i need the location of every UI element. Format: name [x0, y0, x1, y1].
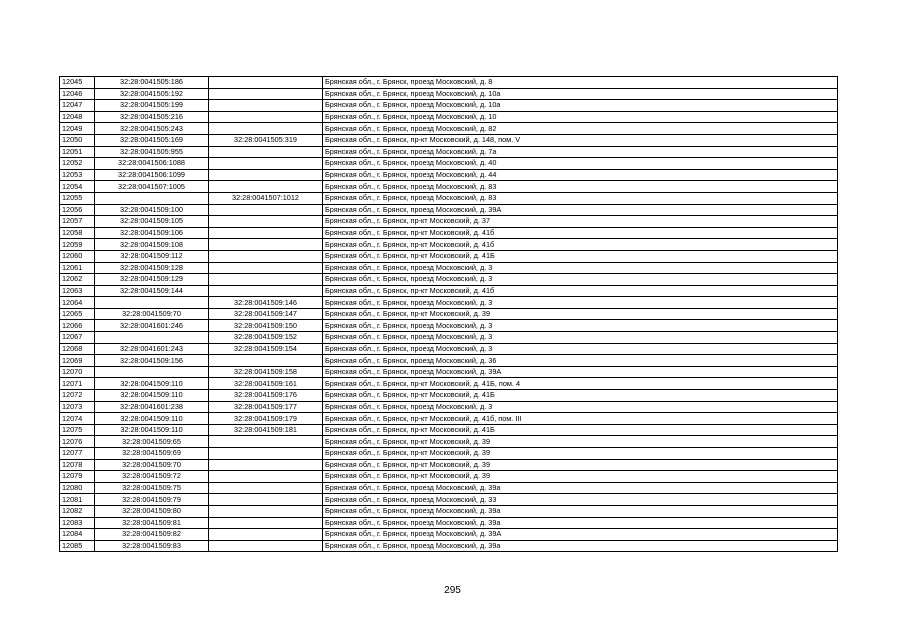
address-cell: Брянская обл., г. Брянск, проезд Московский, д. 83 — [323, 192, 838, 204]
related-cadastral-number-cell — [209, 227, 323, 239]
related-cadastral-number-cell: 32:28:0041509:150 — [209, 320, 323, 332]
table-row — [60, 181, 838, 193]
address-cell: Брянская обл., г. Брянск, проезд Московский, д. 36 — [323, 355, 838, 367]
cadastral-number-cell: 32:28:0041509:156 — [95, 355, 209, 367]
address-cell: Брянская обл., г. Брянск, проезд Московский, д. 39А — [323, 204, 838, 216]
address-cell: Брянская обл., г. Брянск, пр-кт Московский, д. 39 — [323, 459, 838, 471]
cadastral-number-cell: 32:28:0041601:238 — [95, 401, 209, 413]
address-cell: Брянская обл., г. Брянск, пр-кт Московский, д. 41б — [323, 227, 838, 239]
cadastral-number-cell: 32:28:0041509:75 — [95, 482, 209, 494]
table-row — [60, 158, 838, 170]
table-row — [60, 424, 838, 436]
table-row — [60, 297, 838, 309]
cadastral-number-cell: 32:28:0041505:955 — [95, 146, 209, 158]
related-cadastral-number-cell: 32:28:0041509:176 — [209, 390, 323, 402]
address-cell: Брянская обл., г. Брянск, проезд Московский, д. 3 — [323, 262, 838, 274]
cadastral-number-cell: 32:28:0041509:83 — [95, 540, 209, 552]
related-cadastral-number-cell — [209, 482, 323, 494]
table-row — [60, 262, 838, 274]
related-cadastral-number-cell — [209, 471, 323, 483]
row-number-cell: 12046 — [60, 88, 95, 100]
related-cadastral-number-cell — [209, 100, 323, 112]
address-cell: Брянская обл., г. Брянск, пр-кт Московский, д. 41б, пом. III — [323, 413, 838, 425]
row-number-cell: 12048 — [60, 111, 95, 123]
cadastral-number-cell: 32:28:0041509:82 — [95, 529, 209, 541]
address-cell: Брянская обл., г. Брянск, проезд Московский, д. 3 — [323, 320, 838, 332]
address-cell: Брянская обл., г. Брянск, проезд Московский, д. 82 — [323, 123, 838, 135]
address-cell: Брянская обл., г. Брянск, проезд Московский, д. 83 — [323, 181, 838, 193]
row-number-cell: 12079 — [60, 471, 95, 483]
row-number-cell: 12082 — [60, 505, 95, 517]
cadastral-number-cell: 32:28:0041509:110 — [95, 390, 209, 402]
row-number-cell: 12084 — [60, 529, 95, 541]
address-cell: Брянская обл., г. Брянск, пр-кт Московский, д. 41Б — [323, 250, 838, 262]
related-cadastral-number-cell: 32:28:0041509:158 — [209, 366, 323, 378]
address-cell: Брянская обл., г. Брянск, проезд Московский, д. 8 — [323, 77, 838, 89]
register-table — [59, 76, 838, 552]
table-row — [60, 320, 838, 332]
related-cadastral-number-cell — [209, 111, 323, 123]
page-number: 295 — [444, 585, 461, 596]
related-cadastral-number-cell — [209, 274, 323, 286]
table-row — [60, 413, 838, 425]
row-number-cell: 12077 — [60, 448, 95, 460]
table-row — [60, 355, 838, 367]
row-number-cell: 12066 — [60, 320, 95, 332]
cadastral-number-cell: 32:28:0041509:70 — [95, 308, 209, 320]
related-cadastral-number-cell — [209, 250, 323, 262]
cadastral-number-cell: 32:28:0041509:105 — [95, 216, 209, 228]
address-cell: Брянская обл., г. Брянск, пр-кт Московский, д. 39 — [323, 448, 838, 460]
table-row — [60, 134, 838, 146]
row-number-cell: 12045 — [60, 77, 95, 89]
row-number-cell: 12072 — [60, 390, 95, 402]
address-cell: Брянская обл., г. Брянск, пр-кт Московский, д. 148, пом. V — [323, 134, 838, 146]
address-cell: Брянская обл., г. Брянск, проезд Московский, д. 39А — [323, 366, 838, 378]
address-cell: Брянская обл., г. Брянск, проезд Московский, д. 10а — [323, 100, 838, 112]
related-cadastral-number-cell: 32:28:0041507:1012 — [209, 192, 323, 204]
related-cadastral-number-cell: 32:28:0041509:146 — [209, 297, 323, 309]
table-row — [60, 227, 838, 239]
table-row — [60, 436, 838, 448]
row-number-cell: 12055 — [60, 192, 95, 204]
table-row — [60, 471, 838, 483]
related-cadastral-number-cell — [209, 540, 323, 552]
address-cell: Брянская обл., г. Брянск, пр-кт Московский, д. 39 — [323, 308, 838, 320]
related-cadastral-number-cell: 32:28:0041509:181 — [209, 424, 323, 436]
cadastral-number-cell: 32:28:0041505:243 — [95, 123, 209, 135]
address-cell: Брянская обл., г. Брянск, проезд Московский, д. 39а — [323, 540, 838, 552]
address-cell: Брянская обл., г. Брянск, проезд Московский, д. 33 — [323, 494, 838, 506]
cadastral-number-cell: 32:28:0041509:128 — [95, 262, 209, 274]
table-row — [60, 123, 838, 135]
related-cadastral-number-cell: 32:28:0041509:152 — [209, 332, 323, 344]
address-cell: Брянская обл., г. Брянск, проезд Московский, д. 39а — [323, 505, 838, 517]
address-cell: Брянская обл., г. Брянск, пр-кт Московский, д. 39 — [323, 436, 838, 448]
address-cell: Брянская обл., г. Брянск, пр-кт Московский, д. 41б — [323, 239, 838, 251]
table-row — [60, 448, 838, 460]
cadastral-number-cell: 32:28:0041509:108 — [95, 239, 209, 251]
cadastral-number-cell: 32:28:0041601:243 — [95, 343, 209, 355]
related-cadastral-number-cell: 32:28:0041509:179 — [209, 413, 323, 425]
table-row — [60, 77, 838, 89]
related-cadastral-number-cell — [209, 448, 323, 460]
row-number-cell: 12054 — [60, 181, 95, 193]
related-cadastral-number-cell: 32:28:0041505:319 — [209, 134, 323, 146]
related-cadastral-number-cell: 32:28:0041509:147 — [209, 308, 323, 320]
related-cadastral-number-cell — [209, 262, 323, 274]
related-cadastral-number-cell: 32:28:0041509:177 — [209, 401, 323, 413]
row-number-cell: 12085 — [60, 540, 95, 552]
table-row — [60, 366, 838, 378]
row-number-cell: 12059 — [60, 239, 95, 251]
cadastral-number-cell: 32:28:0041509:129 — [95, 274, 209, 286]
row-number-cell: 12062 — [60, 274, 95, 286]
row-number-cell: 12069 — [60, 355, 95, 367]
row-number-cell: 12083 — [60, 517, 95, 529]
row-number-cell: 12050 — [60, 134, 95, 146]
row-number-cell: 12056 — [60, 204, 95, 216]
cadastral-number-cell — [95, 192, 209, 204]
address-cell: Брянская обл., г. Брянск, проезд Московский, д. 40 — [323, 158, 838, 170]
table-row — [60, 390, 838, 402]
row-number-cell: 12061 — [60, 262, 95, 274]
address-cell: Брянская обл., г. Брянск, проезд Московский, д. 3 — [323, 401, 838, 413]
cadastral-number-cell: 32:28:0041506:1088 — [95, 158, 209, 170]
table-row — [60, 378, 838, 390]
address-cell: Брянская обл., г. Брянск, пр-кт Московский, д. 39 — [323, 471, 838, 483]
table-row — [60, 459, 838, 471]
cadastral-number-cell: 32:28:0041507:1005 — [95, 181, 209, 193]
related-cadastral-number-cell — [209, 181, 323, 193]
table-row — [60, 192, 838, 204]
cadastral-number-cell: 32:28:0041505:216 — [95, 111, 209, 123]
row-number-cell: 12076 — [60, 436, 95, 448]
cadastral-number-cell: 32:28:0041509:110 — [95, 413, 209, 425]
related-cadastral-number-cell — [209, 436, 323, 448]
table-row — [60, 401, 838, 413]
row-number-cell: 12075 — [60, 424, 95, 436]
cadastral-number-cell: 32:28:0041505:169 — [95, 134, 209, 146]
table-row — [60, 100, 838, 112]
table-row — [60, 540, 838, 552]
related-cadastral-number-cell — [209, 459, 323, 471]
related-cadastral-number-cell — [209, 285, 323, 297]
cadastral-number-cell: 32:28:0041509:72 — [95, 471, 209, 483]
row-number-cell: 12081 — [60, 494, 95, 506]
address-cell: Брянская обл., г. Брянск, пр-кт Московский, д. 37 — [323, 216, 838, 228]
row-number-cell: 12068 — [60, 343, 95, 355]
cadastral-number-cell: 32:28:0041509:110 — [95, 378, 209, 390]
address-cell: Брянская обл., г. Брянск, проезд Московский, д. 44 — [323, 169, 838, 181]
address-cell: Брянская обл., г. Брянск, проезд Московский, д. 39а — [323, 517, 838, 529]
table-row — [60, 111, 838, 123]
address-cell: Брянская обл., г. Брянск, проезд Московский, д. 39А — [323, 529, 838, 541]
table-row — [60, 146, 838, 158]
row-number-cell: 12073 — [60, 401, 95, 413]
address-cell: Брянская обл., г. Брянск, пр-кт Московский, д. 41Б — [323, 390, 838, 402]
table-row — [60, 308, 838, 320]
address-cell: Брянская обл., г. Брянск, проезд Московский, д. 10а — [323, 88, 838, 100]
address-cell: Брянская обл., г. Брянск, проезд Московский, д. 39а — [323, 482, 838, 494]
cadastral-number-cell — [95, 332, 209, 344]
cadastral-number-cell: 32:28:0041505:199 — [95, 100, 209, 112]
address-cell: Брянская обл., г. Брянск, пр-кт Московский, д. 41б — [323, 285, 838, 297]
row-number-cell: 12078 — [60, 459, 95, 471]
cadastral-number-cell — [95, 297, 209, 309]
row-number-cell: 12047 — [60, 100, 95, 112]
table-row — [60, 216, 838, 228]
table-row — [60, 169, 838, 181]
row-number-cell: 12057 — [60, 216, 95, 228]
table-row — [60, 494, 838, 506]
row-number-cell: 12060 — [60, 250, 95, 262]
cadastral-number-cell: 32:28:0041601:246 — [95, 320, 209, 332]
cadastral-number-cell: 32:28:0041509:79 — [95, 494, 209, 506]
related-cadastral-number-cell — [209, 169, 323, 181]
row-number-cell: 12053 — [60, 169, 95, 181]
row-number-cell: 12074 — [60, 413, 95, 425]
related-cadastral-number-cell — [209, 146, 323, 158]
address-cell: Брянская обл., г. Брянск, проезд Московский, д. 3 — [323, 343, 838, 355]
row-number-cell: 12052 — [60, 158, 95, 170]
table-row — [60, 505, 838, 517]
table-row — [60, 332, 838, 344]
table-row — [60, 239, 838, 251]
row-number-cell: 12080 — [60, 482, 95, 494]
table-row — [60, 343, 838, 355]
register-table-body — [60, 77, 838, 552]
table-row — [60, 482, 838, 494]
row-number-cell: 12051 — [60, 146, 95, 158]
cadastral-number-cell: 32:28:0041509:65 — [95, 436, 209, 448]
cadastral-number-cell: 32:28:0041509:112 — [95, 250, 209, 262]
address-cell: Брянская обл., г. Брянск, проезд Московский, д. 3 — [323, 332, 838, 344]
related-cadastral-number-cell: 32:28:0041509:161 — [209, 378, 323, 390]
related-cadastral-number-cell — [209, 517, 323, 529]
address-cell: Брянская обл., г. Брянск, проезд Московский, д. 10 — [323, 111, 838, 123]
row-number-cell: 12067 — [60, 332, 95, 344]
related-cadastral-number-cell — [209, 355, 323, 367]
related-cadastral-number-cell — [209, 77, 323, 89]
address-cell: Брянская обл., г. Брянск, проезд Московский, д. 3 — [323, 274, 838, 286]
related-cadastral-number-cell — [209, 158, 323, 170]
table-row — [60, 529, 838, 541]
related-cadastral-number-cell — [209, 529, 323, 541]
related-cadastral-number-cell — [209, 88, 323, 100]
table-row — [60, 250, 838, 262]
row-number-cell: 12071 — [60, 378, 95, 390]
related-cadastral-number-cell — [209, 505, 323, 517]
table-row — [60, 88, 838, 100]
related-cadastral-number-cell: 32:28:0041509:154 — [209, 343, 323, 355]
cadastral-number-cell: 32:28:0041509:144 — [95, 285, 209, 297]
address-cell: Брянская обл., г. Брянск, проезд Московский, д. 7а — [323, 146, 838, 158]
row-number-cell: 12063 — [60, 285, 95, 297]
related-cadastral-number-cell — [209, 239, 323, 251]
table-row — [60, 204, 838, 216]
cadastral-number-cell: 32:28:0041509:110 — [95, 424, 209, 436]
cadastral-number-cell: 32:28:0041505:192 — [95, 88, 209, 100]
row-number-cell: 12058 — [60, 227, 95, 239]
cadastral-number-cell: 32:28:0041509:70 — [95, 459, 209, 471]
row-number-cell: 12065 — [60, 308, 95, 320]
row-number-cell: 12070 — [60, 366, 95, 378]
address-cell: Брянская обл., г. Брянск, проезд Московский, д. 3 — [323, 297, 838, 309]
related-cadastral-number-cell — [209, 204, 323, 216]
row-number-cell: 12049 — [60, 123, 95, 135]
address-cell: Брянская обл., г. Брянск, пр-кт Московский, д. 41Б — [323, 424, 838, 436]
cadastral-number-cell: 32:28:0041506:1099 — [95, 169, 209, 181]
cadastral-number-cell: 32:28:0041509:100 — [95, 204, 209, 216]
related-cadastral-number-cell — [209, 216, 323, 228]
row-number-cell: 12064 — [60, 297, 95, 309]
related-cadastral-number-cell — [209, 123, 323, 135]
related-cadastral-number-cell — [209, 494, 323, 506]
table-row — [60, 285, 838, 297]
address-cell: Брянская обл., г. Брянск, пр-кт Московский, д. 41Б, пом. 4 — [323, 378, 838, 390]
cadastral-number-cell: 32:28:0041505:186 — [95, 77, 209, 89]
table-row — [60, 517, 838, 529]
table-row — [60, 274, 838, 286]
cadastral-number-cell: 32:28:0041509:106 — [95, 227, 209, 239]
cadastral-number-cell: 32:28:0041509:69 — [95, 448, 209, 460]
cadastral-number-cell — [95, 366, 209, 378]
cadastral-number-cell: 32:28:0041509:80 — [95, 505, 209, 517]
cadastral-number-cell: 32:28:0041509:81 — [95, 517, 209, 529]
